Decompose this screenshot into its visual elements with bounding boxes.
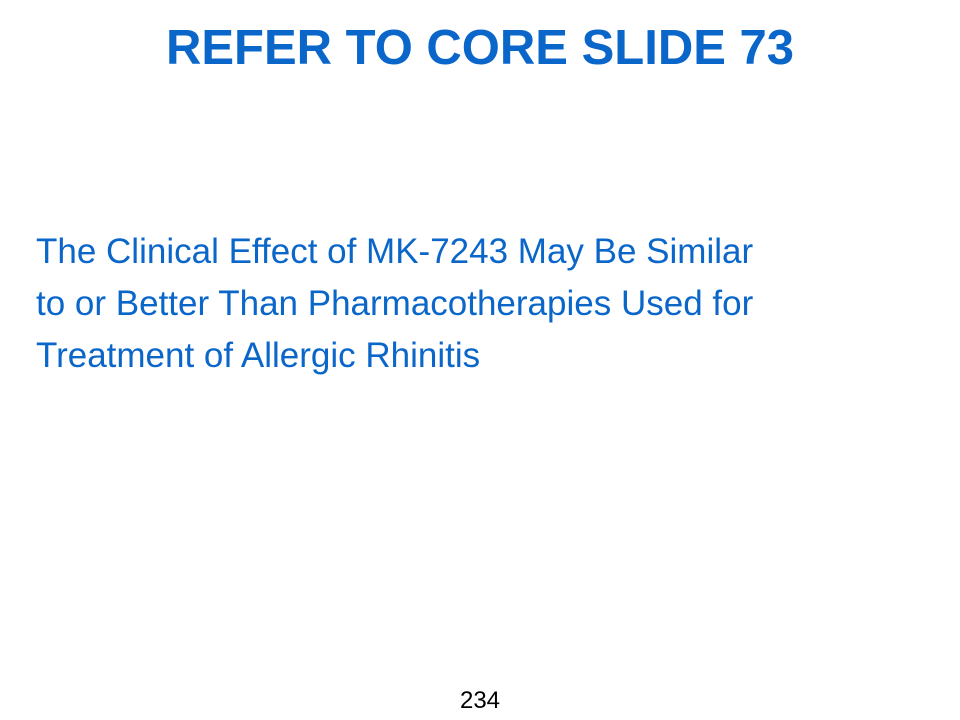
body-line-2: to or Better Than Pharmacotherapies Used for [36,284,754,323]
slide-body [36,226,936,382]
body-line-3: Treatment of Allergic Rhinitis [36,336,481,375]
slide-title: REFER TO CORE SLIDE 73 [165,21,795,75]
body-line-1: The Clinical Effect of MK-7243 May Be Similar [36,232,754,271]
page-number: 234 [459,687,501,714]
